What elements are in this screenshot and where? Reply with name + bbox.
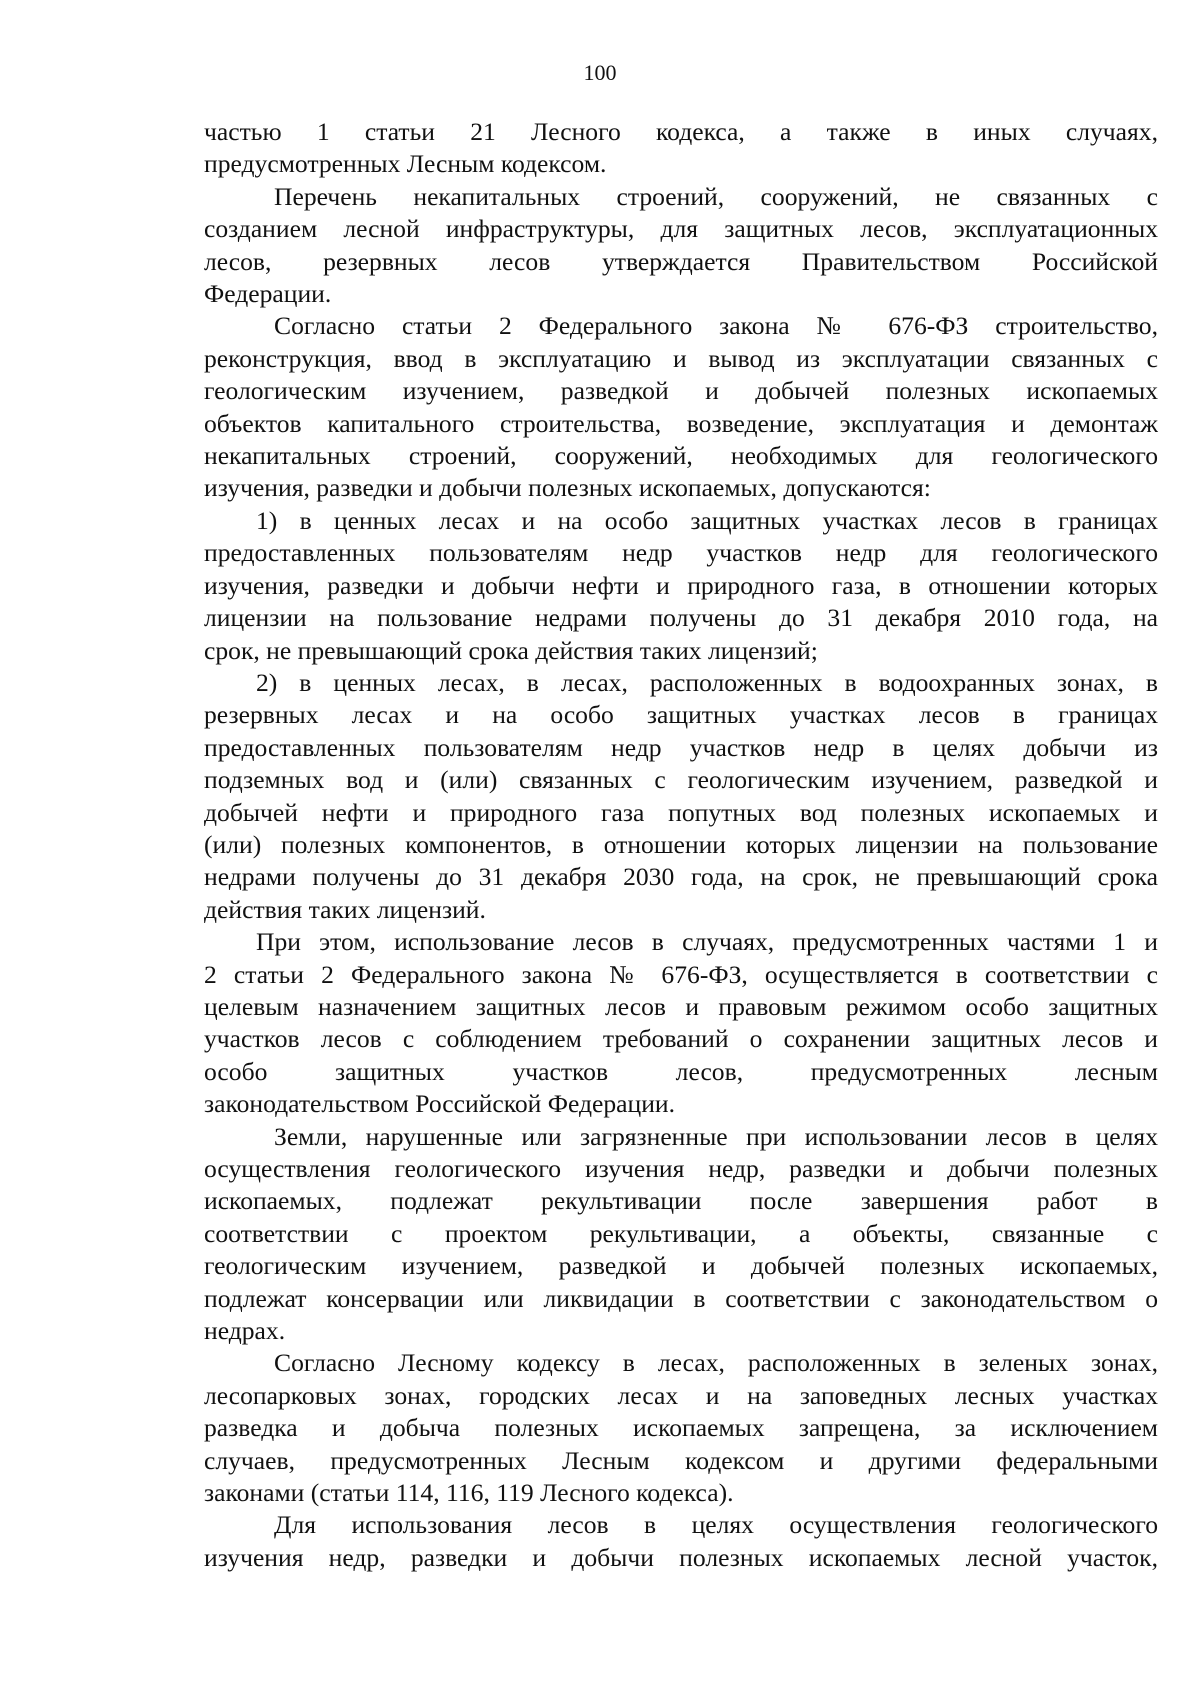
paragraph: [204, 181, 1158, 311]
text-line: особо защитных участков лесов, предусмотренных лесным: [204, 1056, 1158, 1086]
text-line: Для использования лесов в целях осуществления геологического: [274, 1510, 1158, 1540]
text-line: изучения, разведки и добычи нефти и природного газа, в отношении которых: [204, 570, 1158, 600]
text-line: Согласно статьи 2 Федерального закона № 676-ФЗ строительство,: [274, 311, 1158, 341]
text-line: недрами получены до 31 декабря 2030 года, на срок, не превышающий срока: [204, 862, 1158, 892]
text-line: добычей нефти и природного газа попутных вод полезных ископаемых и: [204, 797, 1158, 827]
text-line: соответствии с проектом рекультивации, а объекты, связанные с: [204, 1218, 1158, 1248]
text-line: 2) в ценных лесах, в лесах, расположенных в водоохранных зонах, в: [256, 667, 1158, 697]
paragraph: [204, 310, 1158, 504]
text-line: случаев, предусмотренных Лесным кодексом и другими федеральными: [204, 1445, 1158, 1475]
text-line: геологическим изучением, разведкой и добычей полезных ископаемых: [204, 376, 1158, 406]
text-line: законодательством Российской Федерации.: [204, 1089, 676, 1119]
text-line: подлежат консервации или ликвидации в соответствии с законодательством о: [204, 1283, 1158, 1313]
text-line: (или) полезных компонентов, в отношении которых лицензии на пользование: [204, 829, 1158, 859]
text-line: созданием лесной инфраструктуры, для защитных лесов, эксплуатационных: [204, 214, 1158, 244]
text-line: реконструкция, ввод в эксплуатацию и вывод из эксплуатации связанных с: [204, 343, 1158, 373]
paragraph: [204, 1509, 1158, 1574]
text-line: геологическим изучением, разведкой и добычей полезных ископаемых,: [204, 1251, 1158, 1281]
text-line: Перечень некапитальных строений, сооружений, не связанных с: [274, 181, 1158, 211]
paragraph: [204, 1347, 1158, 1509]
text-line: целевым назначением защитных лесов и правовым режимом особо защитных: [204, 991, 1158, 1021]
text-line: Земли, нарушенные или загрязненные при использовании лесов в целях: [274, 1121, 1158, 1151]
text-line: недрах.: [204, 1316, 286, 1346]
text-line: законами (статьи 114, 116, 119 Лесного кодекса).: [204, 1478, 734, 1508]
text-line: изучения недр, разведки и добычи полезных ископаемых лесной участок,: [204, 1542, 1158, 1572]
text-line: 2 статьи 2 Федерального закона № 676-ФЗ, осуществляется в соответствии с: [204, 959, 1158, 989]
document-body: [204, 116, 1158, 1574]
paragraph: [204, 116, 1158, 181]
text-line: действия таких лицензий.: [204, 894, 486, 924]
text-line: осуществления геологического изучения недр, разведки и добычи полезных: [204, 1154, 1158, 1183]
text-line: предусмотренных Лесным кодексом.: [204, 149, 607, 179]
text-line: разведка и добыча полезных ископаемых запрещена, за исключением: [204, 1413, 1158, 1443]
text-line: ископаемых, подлежат рекультивации после завершения работ в: [204, 1186, 1158, 1216]
text-line: При этом, использование лесов в случаях, предусмотренных частями 1 и: [256, 927, 1158, 957]
paragraph: [204, 667, 1158, 926]
text-line: предоставленных пользователям недр участков недр в целях добычи из: [204, 732, 1158, 762]
paragraph: [204, 505, 1158, 667]
text-line: резервных лесах и на особо защитных участках лесов в границах: [204, 700, 1158, 730]
text-line: Федерации.: [204, 279, 332, 309]
text-line: лесов, резервных лесов утверждается Правительством Российской: [204, 246, 1158, 276]
text-line: подземных вод и (или) связанных с геологическим изучением, разведкой и: [204, 765, 1158, 795]
text-line: частью 1 статьи 21 Лесного кодекса, а также в иных случаях,: [204, 117, 1158, 146]
paragraph: [204, 1121, 1158, 1348]
text-line: Согласно Лесному кодексу в лесах, расположенных в зеленых зонах,: [274, 1348, 1158, 1378]
text-line: участков лесов с соблюдением требований о сохранении защитных лесов и: [204, 1024, 1158, 1054]
paragraph: [204, 926, 1158, 1120]
page-number: 100: [583, 60, 617, 85]
text-line: предоставленных пользователям недр участков недр для геологического: [204, 538, 1158, 568]
text-line: срок, не превышающий срока действия таких лицензий;: [204, 635, 818, 665]
text-line: объектов капитального строительства, возведение, эксплуатация и демонтаж: [204, 408, 1158, 438]
text-line: некапитальных строений, сооружений, необходимых для геологического: [204, 441, 1158, 471]
text-line: 1) в ценных лесах и на особо защитных участках лесов в границах: [256, 505, 1158, 535]
text-line: изучения, разведки и добычи полезных ископаемых, допускаются:: [204, 473, 931, 503]
text-line: лицензии на пользование недрами получены до 31 декабря 2010 года, на: [204, 603, 1158, 633]
text-line: лесопарковых зонах, городских лесах и на заповедных лесных участках: [204, 1380, 1158, 1410]
